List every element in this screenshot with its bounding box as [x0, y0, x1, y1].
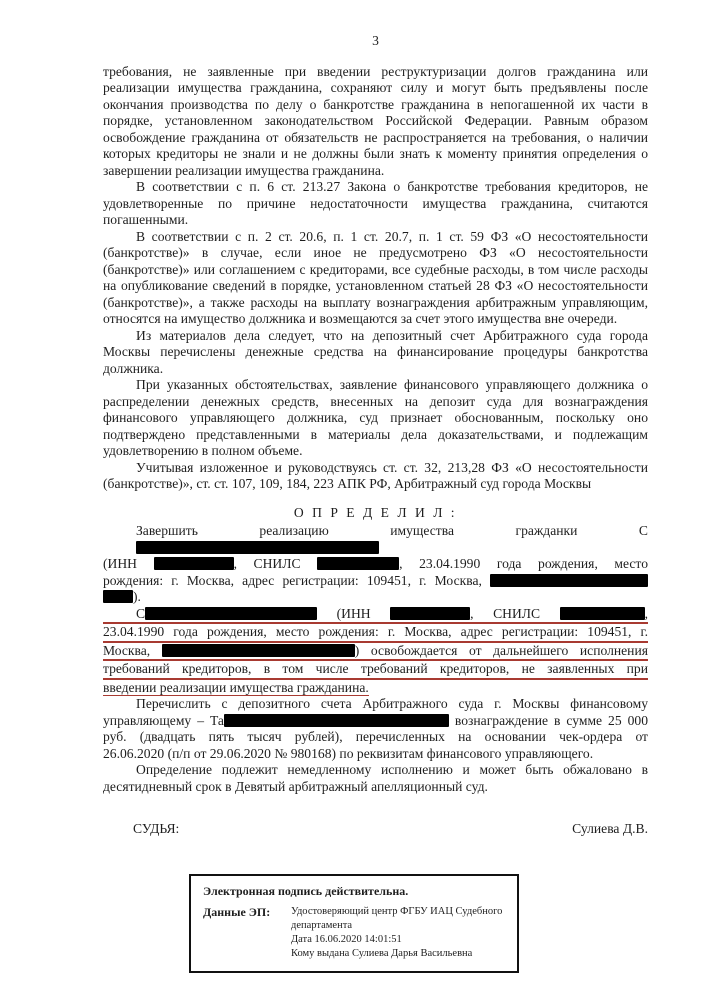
redaction-bar [224, 714, 449, 727]
text-line: Москва, ) освобождается от дальнейшего исполнения [103, 643, 648, 662]
redaction-bar [162, 644, 355, 657]
paragraph [103, 606, 648, 697]
redaction-bar [560, 607, 645, 620]
stamp-data-label: Данные ЭП: [203, 904, 271, 919]
paragraph [103, 696, 648, 762]
judge-row [103, 821, 648, 838]
redaction-bar [154, 557, 234, 570]
redaction-bar [136, 541, 379, 554]
redaction-bar [103, 590, 133, 603]
judge-name: Сулиева Д.В. [572, 821, 648, 836]
redaction-bar [490, 574, 648, 587]
text-line: управляющему – Та вознаграждение в сумме 25 000 [103, 712, 648, 728]
paragraph: При указанных обстоятельствах, заявление финансового управляющего должника о распределении денежных средств, внесенных на депозит суда для вознаграждения финансового управляющего должника, суд признает обоснованным, поскольку оно подтверждено представленными в материалы дела доказательствами, и подлежащим удовлетворению в полном объеме. [103, 377, 648, 458]
stamp-detail-line: Кому выдана Сулиева Дарья Васильевна [291, 947, 473, 959]
paragraph [103, 523, 648, 606]
signature-stamp [189, 874, 519, 973]
text-line: 26.06.2020 (п/п от 29.06.2020 № 980168) по реквизитам финансового управляющего. [103, 745, 594, 761]
text-line: рождения: г. Москва, адрес регистрации: 109451, г. Москва, [103, 573, 648, 590]
redaction-bar [390, 607, 470, 620]
stamp-detail-line: Дата 16.06.2020 14:01:51 [291, 933, 402, 945]
paragraph: требования, не заявленные при введении реструктуризации долгов гражданина или реализации имущества гражданина, сохраняют силу и могут быть предъявлены после окончания производства по делу о банкротстве гражданина в непогашенной их части в порядке, установленном законодательством Российской Федерации. Равным образом освобождение гражданина от обязательств не распространяется на требования, о наличии которых кредиторы не знали и не должны были знать к моменту принятия определения о завершении реализации имущества гражданина. [103, 63, 648, 178]
document-body [103, 64, 648, 796]
paragraph: В соответствии с п. 2 ст. 20.6, п. 1 ст. 20.7, п. 1 ст. 59 ФЗ «О несостоятельности (банкротстве)» в случае, если иное не предусмотрено ФЗ «О несостоятельности (банкротстве)» или соглашением с кредиторами, все судебные расходы, в том числе расходы на опубликование сведений в порядке, установленном статьей 28 ФЗ «О несостоятельности (банкротстве)», а также расходы на выплату вознаграждения арбитражным управляющим, относятся на имущество должника и возмещаются за счет этого имущества вне очереди. [103, 228, 648, 326]
text-line: Завершить реализацию имущества гражданки С [103, 523, 648, 556]
page-number: 3 [372, 33, 379, 48]
resolution-heading: О П Р Е Д Е Л И Л : [293, 504, 458, 520]
paragraph: В соответствии с п. 6 ст. 213.27 Закона о банкротстве требования кредиторов, не удовлетворенные по причине недостаточности имущества гражданина, считаются погашенными. [103, 179, 648, 227]
stamp-detail-line: Удостоверяющий центр ФГБУ ИАЦ Судебного департамента [291, 905, 503, 931]
paragraph: Учитывая изложенное и руководствуясь ст. ст. 32, 213,28 ФЗ «О несостоятельности (банкротстве)», ст. ст. 107, 109, 184, 223 АПК РФ, Арбитражный суд города Москвы [103, 459, 648, 491]
redaction-bar [145, 607, 317, 620]
stamp-data-row [203, 905, 507, 961]
paragraph: Определение подлежит немедленному исполнению и может быть обжаловано в десятидневный срок в Девятый арбитражный апелляционный суд. [103, 762, 648, 794]
text-run: введении реализации имущества гражданина. [103, 679, 369, 695]
text-line: требований кредиторов, в том числе требований кредиторов, не заявленных при [103, 661, 648, 680]
text-line: руб. (двадцать пять тысяч рублей), перечисленных на основании чек-ордера от [103, 729, 648, 744]
judge-label: СУДЬЯ: [133, 821, 180, 836]
stamp-valid-text: Электронная подпись действительна. [203, 883, 409, 898]
text-line: Перечислить с депозитного счета Арбитражного суда г. Москвы финансовому [136, 696, 648, 711]
redaction-bar [317, 557, 399, 570]
text-line: 23.04.1990 года рождения, место рождения: г. Москва, адрес регистрации: 109451, г. [103, 624, 648, 643]
text-line: ). [103, 589, 648, 606]
stamp-details [291, 905, 503, 961]
paragraph: Из материалов дела следует, что на депозитный счет Арбитражного суда города Москвы перечислены денежные средства на финансирование процедуры банкротства должника. [103, 327, 648, 376]
text-line: (ИНН , СНИЛС , 23.04.1990 года рождения, место [103, 556, 648, 571]
text-line [103, 680, 648, 697]
text-line: С (ИНН , СНИЛС , [103, 606, 648, 625]
